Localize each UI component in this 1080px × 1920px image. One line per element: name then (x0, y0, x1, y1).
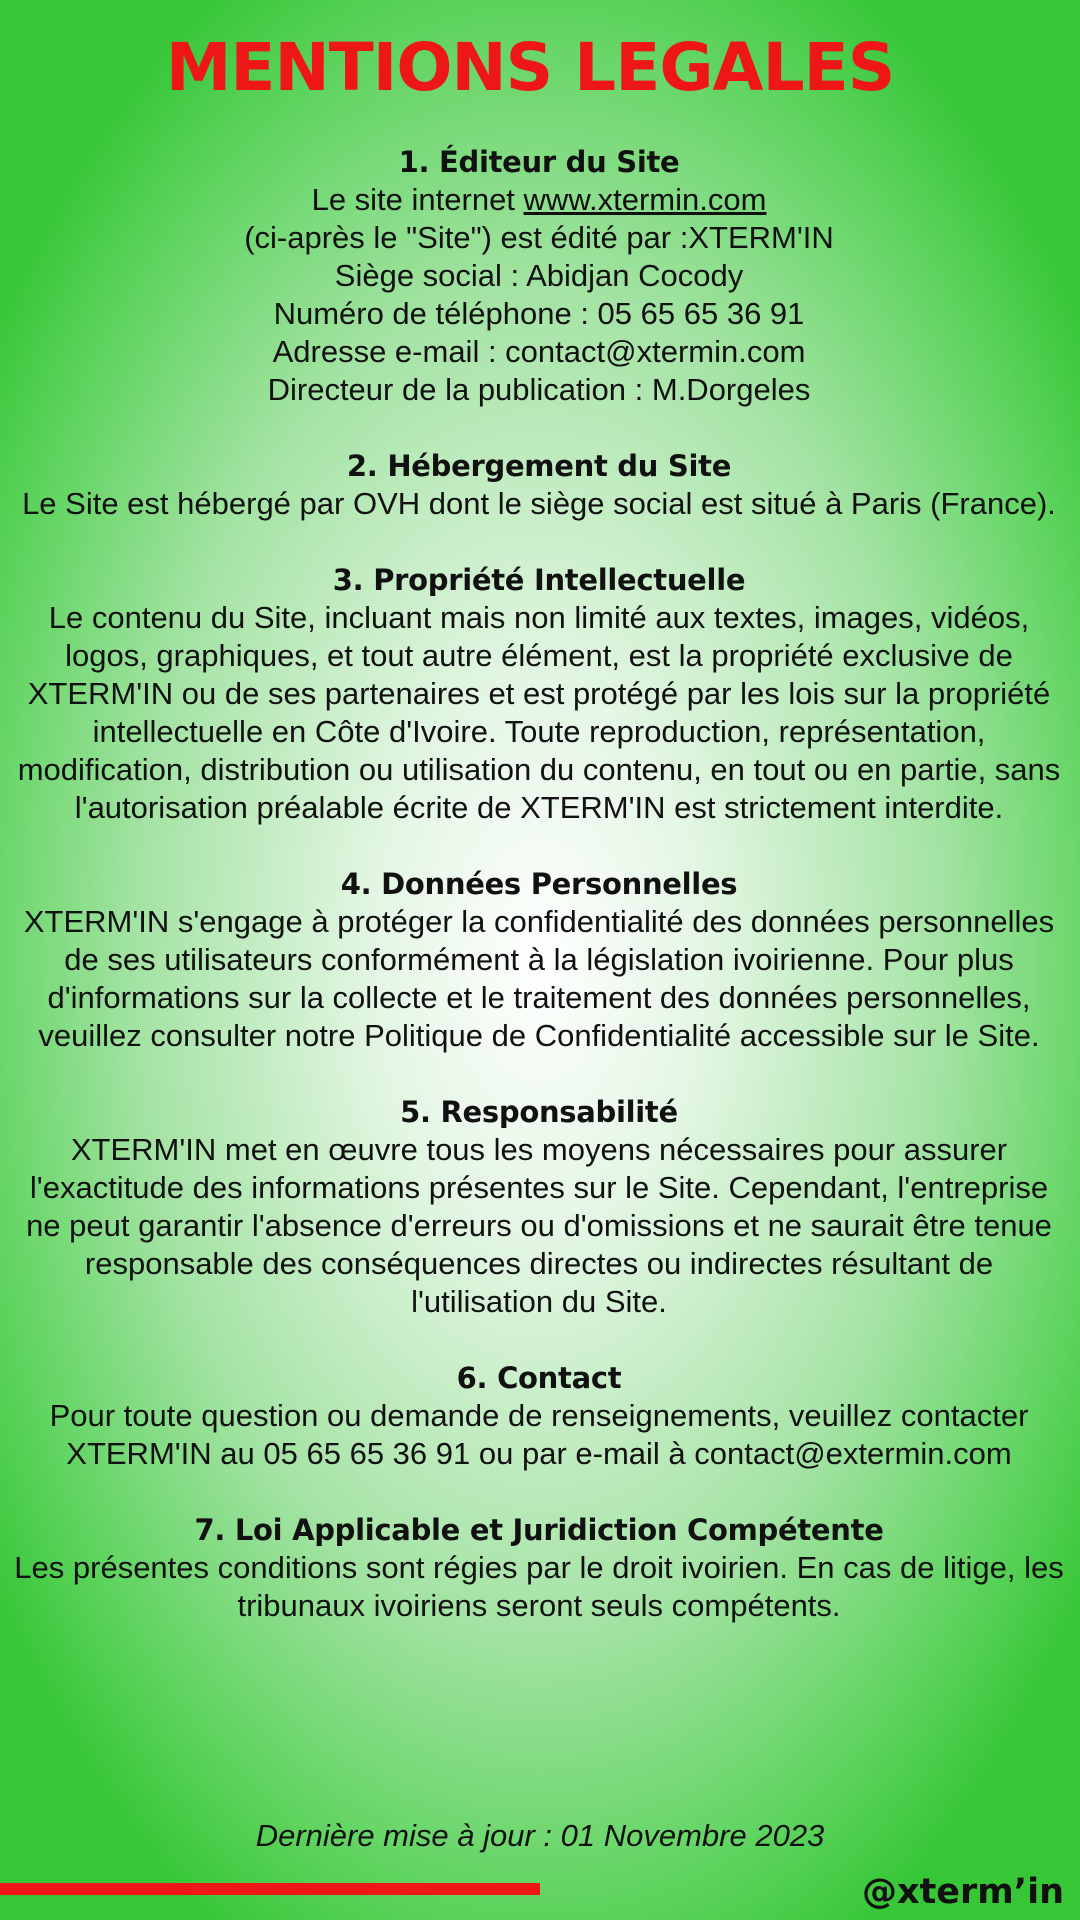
email-line: Adresse e-mail : contact@xtermin.com (272, 334, 806, 369)
social-handle: @xterm’in (862, 1872, 1064, 1912)
section-loi-applicable (14, 1511, 1064, 1625)
section-body: XTERM'IN met en œuvre tous les moyens nécessaires pour assurer l'exactitude des informations présentes sur le Site. Cependant, l'entreprise ne peut garantir l'absence d'erreurs ou d'omissions et ne saurait être tenue responsable des conséquences directes ou indirectes résultant de l'utilisation du Site. (26, 1132, 1052, 1319)
editor-line: (ci-après le "Site") est édité par :XTERM'IN (244, 220, 834, 255)
section-heading: 5. Responsabilité (400, 1095, 678, 1129)
section-body: Le Site est hébergé par OVH dont le siège social est situé à Paris (France). (22, 486, 1056, 521)
section-responsabilite (14, 1093, 1064, 1321)
site-intro-line (14, 181, 1064, 219)
section-heading: 2. Hébergement du Site (346, 449, 732, 483)
section-hebergement (14, 447, 1064, 523)
publication-director-line: Directeur de la publication : M.Dorgeles (267, 372, 811, 407)
section-heading: 4. Données Personnelles (340, 867, 738, 901)
section-heading: 7. Loi Applicable et Juridiction Compétente (194, 1513, 884, 1547)
section-editeur (14, 143, 1064, 409)
site-link[interactable]: www.xtermin.com (523, 182, 767, 217)
section-propriete-intellectuelle (14, 561, 1064, 827)
legal-content (14, 143, 1064, 1663)
section-heading: 1. Éditeur du Site (398, 145, 680, 179)
section-body: Pour toute question ou demande de renseignements, veuillez contacter XTERM'IN au 05 65 65 36 91 ou par e-mail à contact@extermin.com (49, 1398, 1029, 1471)
phone-line: Numéro de téléphone : 05 65 65 36 91 (273, 296, 805, 331)
page-title: MENTIONS LEGALES (165, 29, 895, 106)
section-body: Les présentes conditions sont régies par le droit ivoirien. En cas de litige, les tribunaux ivoiriens seront seuls compétents. (14, 1550, 1064, 1623)
section-body: XTERM'IN s'engage à protéger la confidentialité des données personnelles de ses utilisateurs conformément à la législation ivoirienne. Pour plus d'informations sur la collecte et le traitement des données personnelles, veuillez consulter notre Politique de Confidentialité accessible sur le Site. (23, 904, 1055, 1053)
section-heading: 6. Contact (456, 1361, 622, 1395)
last-update-date: Dernière mise à jour : 01 Novembre 2023 (255, 1818, 825, 1853)
site-intro-text: Le site internet (311, 182, 524, 217)
section-heading: 3. Propriété Intellectuelle (332, 563, 746, 597)
head-office-line: Siège social : Abidjan Cocody (334, 258, 744, 293)
section-contact (14, 1359, 1064, 1473)
section-donnees-personnelles (14, 865, 1064, 1055)
red-accent-bar (0, 1883, 540, 1895)
section-body: Le contenu du Site, incluant mais non limité aux textes, images, vidéos, logos, graphiques, et tout autre élément, est la propriété exclusive de XTERM'IN ou de ses partenaires et est protégé par les lois sur la propriété intellectuelle en Côte d'Ivoire. Toute reproduction, représentation, modification, distribution ou utilisation du contenu, en tout ou en partie, sans l'autorisation préalable écrite de XTERM'IN est strictement interdite. (17, 600, 1061, 825)
